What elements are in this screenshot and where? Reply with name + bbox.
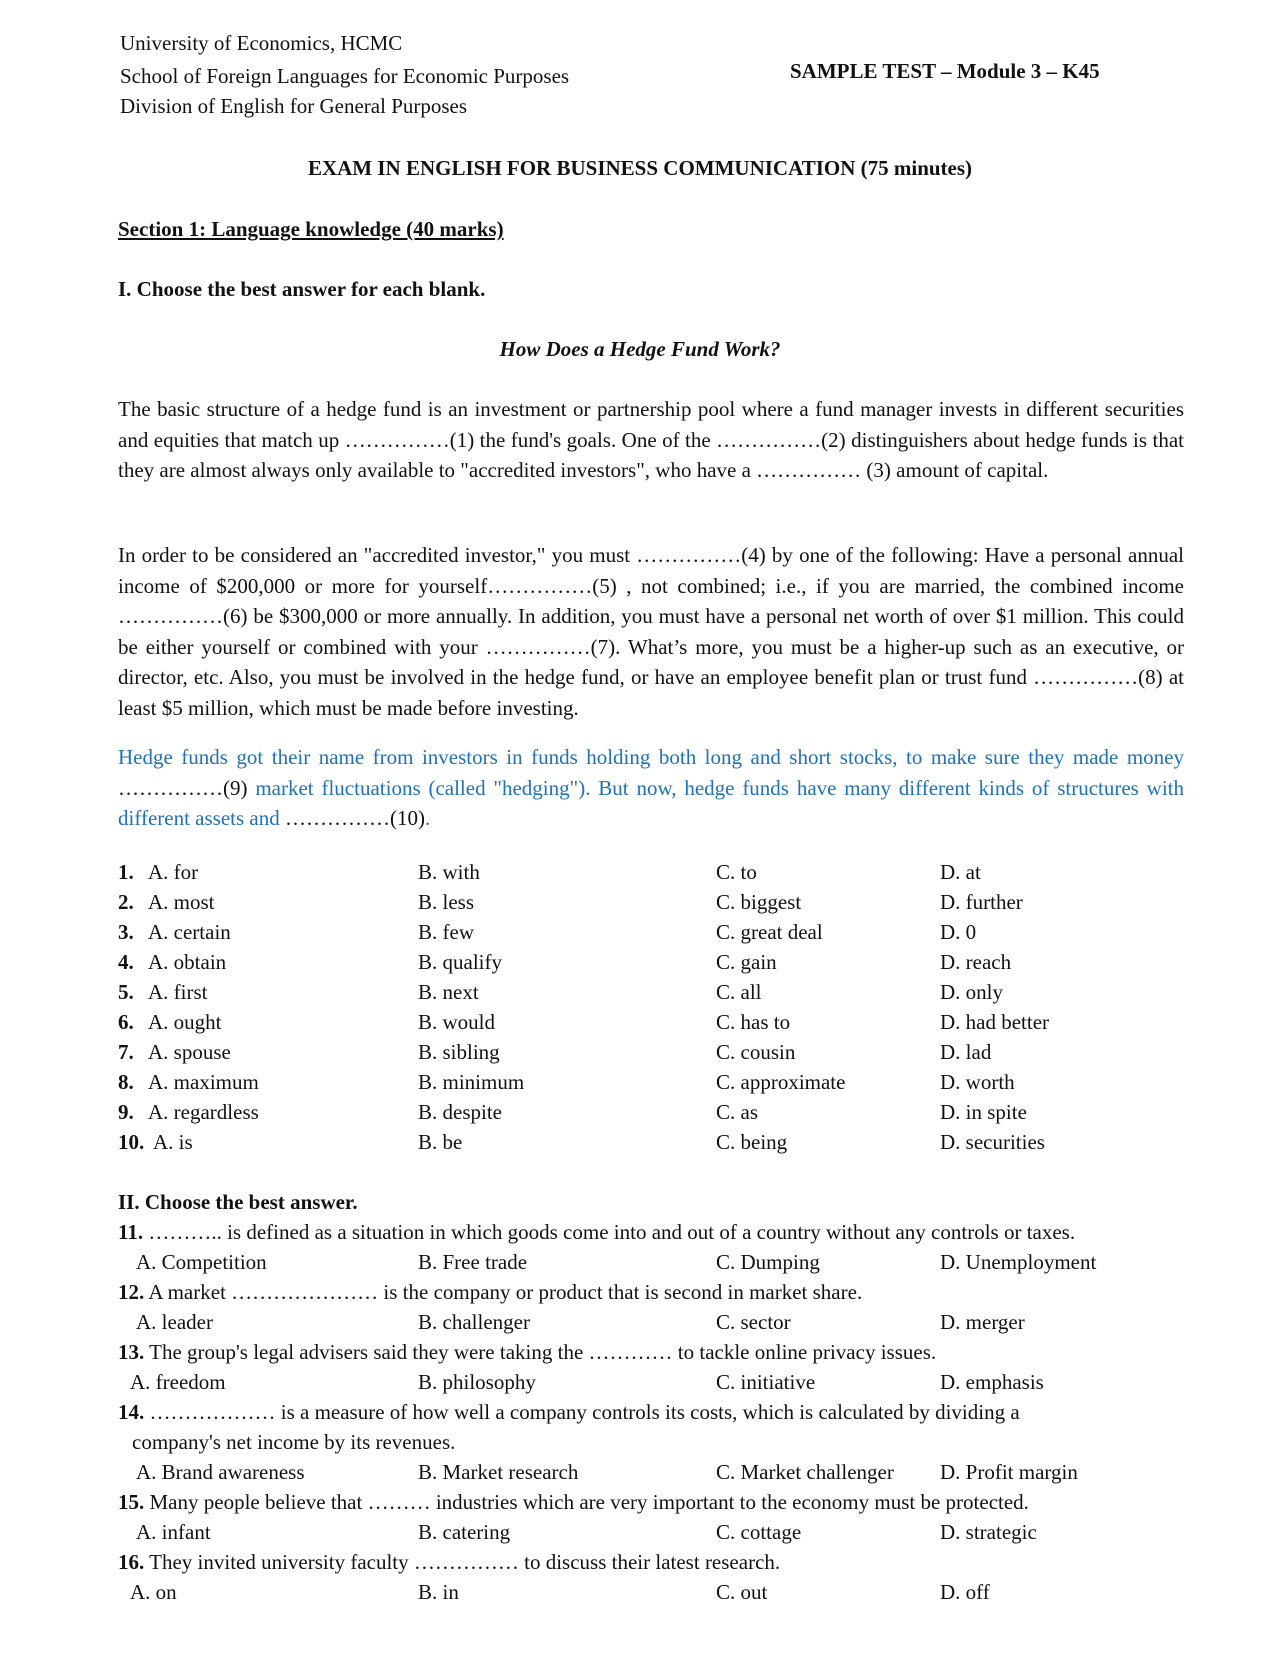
option-b[interactable]: B. challenger [418, 1310, 530, 1334]
option-b[interactable]: B. be [418, 1130, 463, 1154]
option-a[interactable]: A. obtain [148, 950, 227, 974]
question-number: 11. [118, 1220, 144, 1244]
question-number: 2. [118, 890, 134, 914]
option-c[interactable]: C. great deal [716, 920, 823, 944]
test-name: SAMPLE TEST – Module 3 – K45 [790, 59, 1100, 83]
blank-9: ……………(9) [118, 775, 248, 800]
passage-paragraph-3 [118, 742, 1184, 834]
option-c[interactable]: C. initiative [716, 1370, 816, 1394]
question-stem [118, 1487, 1029, 1517]
option-b[interactable]: B. philosophy [418, 1370, 536, 1394]
question-number: 14. [118, 1400, 145, 1424]
option-b[interactable]: B. with [418, 860, 480, 884]
option-a[interactable]: A. maximum [148, 1070, 259, 1094]
paragraph-3-part-c: market fluctuations (called "hedging"). But now, hedge funds have many different kinds of structures with different assets and [118, 775, 1184, 830]
school-name: School of Foreign Languages for Economic Purposes [120, 64, 570, 88]
option-a[interactable]: A. ought [148, 1010, 222, 1034]
question-number: 15. [118, 1490, 145, 1514]
question-number: 5. [118, 980, 134, 1004]
option-b[interactable]: B. qualify [418, 950, 502, 974]
question-text: ……….. is defined as a situation in which goods come into and out of a country without any controls or taxes. [143, 1220, 1076, 1244]
option-b[interactable]: B. minimum [418, 1070, 525, 1094]
option-d[interactable]: D. off [940, 1580, 990, 1604]
option-d[interactable]: D. 0 [940, 920, 977, 944]
question-number: 16. [118, 1550, 145, 1574]
blank-10: ……………(10) [284, 806, 425, 830]
option-c[interactable]: C. approximate [716, 1070, 846, 1094]
question-text: The group's legal advisers said they were taking the ………… to tackle online privacy issues. [144, 1340, 937, 1364]
question-number: 10. [118, 1130, 145, 1154]
option-c[interactable]: C. to [716, 860, 757, 884]
option-b[interactable]: B. sibling [418, 1040, 500, 1064]
option-d[interactable]: D. Unemployment [940, 1250, 1097, 1274]
question-number: 1. [118, 860, 134, 884]
option-c[interactable]: C. sector [716, 1310, 791, 1334]
option-a[interactable]: A. Brand awareness [136, 1460, 305, 1484]
option-c[interactable]: C. has to [716, 1010, 791, 1034]
option-a[interactable]: A. for [148, 860, 199, 884]
section-title: Section 1: Language knowledge (40 marks) [118, 217, 504, 241]
question-stem [118, 1397, 1020, 1427]
option-d[interactable]: D. merger [940, 1310, 1025, 1334]
question-number: 9. [118, 1100, 134, 1124]
part2-instruction: II. Choose the best answer. [118, 1190, 358, 1214]
option-a[interactable]: A. on [130, 1580, 177, 1604]
question-number: 12. [118, 1280, 145, 1304]
passage-paragraph-1: The basic structure of a hedge fund is an investment or partnership pool where a fund manager invests in different securities and equities that match up ……………(1) the fund's goals. One of the ……………(2) distinguishers about hedge funds is that they are almost always only available to "accredited investors", who have a …………… (3) amount of capital. [118, 397, 1184, 482]
option-b[interactable]: B. Market research [418, 1460, 579, 1484]
option-c[interactable]: C. gain [716, 950, 777, 974]
question-number: 3. [118, 920, 134, 944]
option-d[interactable]: D. Profit margin [940, 1460, 1078, 1484]
option-a[interactable]: A. regardless [148, 1100, 259, 1124]
option-a[interactable]: A. certain [148, 920, 231, 944]
option-b[interactable]: B. in [418, 1580, 459, 1604]
question-stem [118, 1337, 936, 1367]
option-c[interactable]: C. Dumping [716, 1250, 820, 1274]
option-c[interactable]: C. as [716, 1100, 758, 1124]
option-d[interactable]: D. had better [940, 1010, 1050, 1034]
question-text-continued: company's net income by its revenues. [132, 1430, 456, 1454]
option-d[interactable]: D. strategic [940, 1520, 1037, 1544]
exam-title: EXAM IN ENGLISH FOR BUSINESS COMMUNICATION (75 minutes) [307, 156, 973, 180]
option-d[interactable]: D. securities [940, 1130, 1045, 1154]
option-a[interactable]: A. first [148, 980, 208, 1004]
option-b[interactable]: B. Free trade [418, 1250, 528, 1274]
option-a[interactable]: A. is [153, 1130, 193, 1154]
option-d[interactable]: D. further [940, 890, 1023, 914]
option-d[interactable]: D. emphasis [940, 1370, 1044, 1394]
part1-instruction: I. Choose the best answer for each blank. [118, 277, 486, 301]
paragraph-3-part-a: Hedge funds got their name from investors in funds holding both long and short stocks, to make sure they made money [118, 745, 1184, 769]
question-number: 7. [118, 1040, 134, 1064]
option-c[interactable]: C. all [716, 980, 762, 1004]
option-a[interactable]: A. spouse [148, 1040, 231, 1064]
question-number: 13. [118, 1340, 145, 1364]
question-text: ……………… is a measure of how well a company controls its costs, which is calculated by dividing a [144, 1400, 1020, 1424]
option-d[interactable]: D. at [940, 860, 981, 884]
option-a[interactable]: A. most [148, 890, 215, 914]
option-d[interactable]: D. lad [940, 1040, 992, 1064]
option-a[interactable]: A. Competition [136, 1250, 267, 1274]
option-b[interactable]: B. next [418, 980, 479, 1004]
option-c[interactable]: C. being [716, 1130, 788, 1154]
division-name: Division of English for General Purposes [120, 94, 468, 118]
question-number: 8. [118, 1070, 134, 1094]
university-name: University of Economics, HCMC [120, 31, 403, 55]
option-d[interactable]: D. worth [940, 1070, 1015, 1094]
option-a[interactable]: A. freedom [130, 1370, 226, 1394]
question-stem [118, 1547, 780, 1577]
option-c[interactable]: C. biggest [716, 890, 802, 914]
question-text: Many people believe that ……… industries which are very important to the economy must be protected. [144, 1490, 1029, 1514]
option-a[interactable]: A. infant [136, 1520, 211, 1544]
option-a[interactable]: A. leader [136, 1310, 213, 1334]
option-c[interactable]: C. cousin [716, 1040, 796, 1064]
option-d[interactable]: D. reach [940, 950, 1012, 974]
passage-paragraph-2: In order to be considered an "accredited investor," you must ……………(4) by one of the following: Have a personal annual income of $200,000 or more for yourself……………(5) , not combined; i.e., if you are married, the combined income ……………(6) be $300,000 or more annually. In addition, you must have a personal net worth of over $1 million. This could be either yourself or combined with your ……………(7). What’s more, you must be a higher-up such as an executive, or director, etc. Also, you must be involved in the hedge fund, or have an employee benefit plan or trust fund ……………(8) at least $5 million, which must be made before investing. [118, 543, 1184, 720]
option-c[interactable]: C. cottage [716, 1520, 802, 1544]
question-text: They invited university faculty …………… to discuss their latest research. [144, 1550, 781, 1574]
question-stem [118, 1277, 862, 1307]
question-stem [118, 1217, 1075, 1247]
question-text: A market ………………… is the company or product that is second in market share. [144, 1280, 863, 1304]
passage-title: How Does a Hedge Fund Work? [499, 337, 781, 361]
option-b[interactable]: B. despite [418, 1100, 502, 1124]
option-c[interactable]: C. Market challenger [716, 1460, 894, 1484]
option-b[interactable]: B. less [418, 890, 475, 914]
option-c[interactable]: C. out [716, 1580, 768, 1604]
option-b[interactable]: B. few [418, 920, 474, 944]
option-d[interactable]: D. only [940, 980, 1003, 1004]
option-d[interactable]: D. in spite [940, 1100, 1027, 1124]
question-number: 6. [118, 1010, 134, 1034]
option-b[interactable]: B. catering [418, 1520, 511, 1544]
paragraph-3-part-e: . [424, 806, 431, 830]
question-number: 4. [118, 950, 134, 974]
option-b[interactable]: B. would [418, 1010, 496, 1034]
